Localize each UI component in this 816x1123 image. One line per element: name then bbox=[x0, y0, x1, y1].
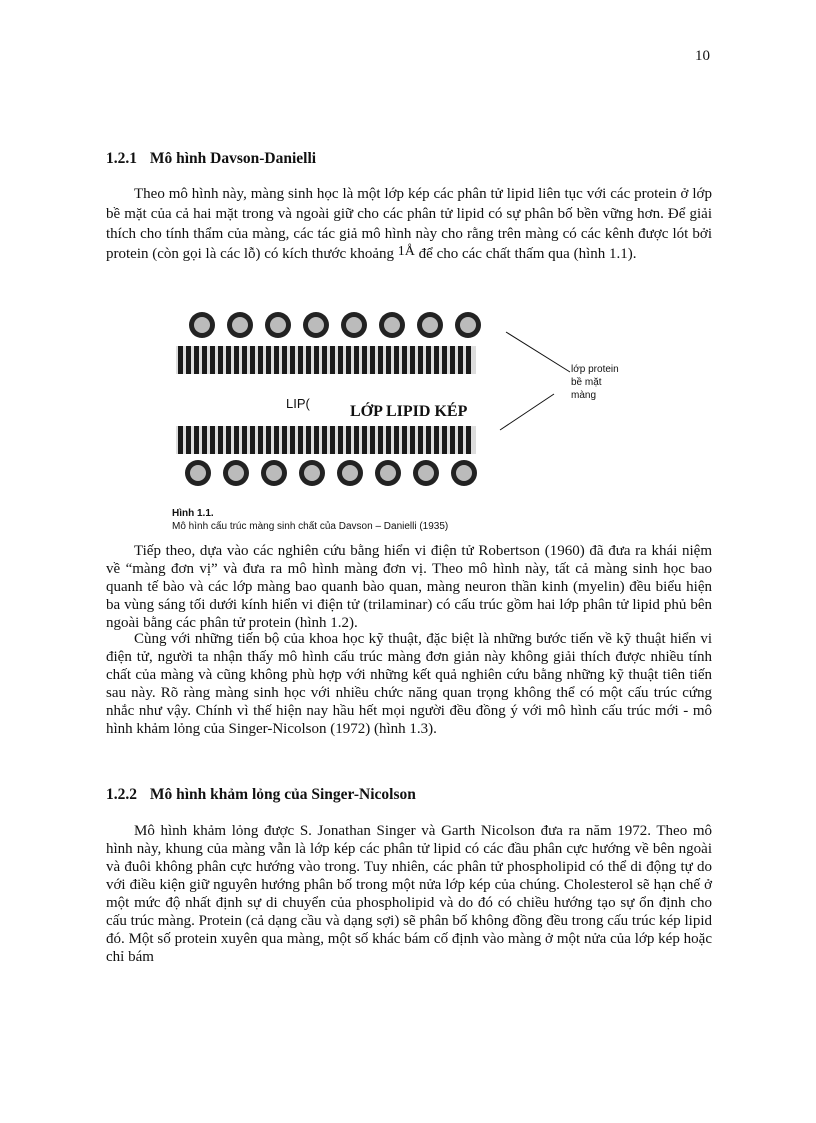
lipid-molecule bbox=[186, 426, 191, 454]
lipid-molecule bbox=[266, 426, 271, 454]
lipid-molecule bbox=[314, 346, 319, 374]
lipid-molecule bbox=[410, 426, 415, 454]
bottom-protein-row bbox=[185, 460, 477, 486]
section-number: 1.2.2 bbox=[106, 786, 137, 803]
lipid-molecule bbox=[242, 346, 247, 374]
label-lipid-bilayer: LỚP LIPID KÉP bbox=[350, 403, 468, 420]
lipid-molecule bbox=[370, 346, 375, 374]
lipid-molecule bbox=[290, 346, 295, 374]
protein-globule-core bbox=[304, 465, 320, 481]
pointer-line-upper bbox=[506, 332, 570, 372]
protein-globule-core bbox=[380, 465, 396, 481]
lipid-molecule bbox=[450, 346, 455, 374]
lipid-molecule bbox=[354, 346, 359, 374]
lipid-molecule bbox=[338, 346, 343, 374]
section-heading-1-2-1 bbox=[106, 150, 316, 168]
protein-globule-core bbox=[308, 317, 324, 333]
lipid-molecule bbox=[306, 426, 311, 454]
top-protein-row bbox=[189, 312, 481, 338]
lipid-molecule bbox=[218, 426, 223, 454]
lipid-molecule bbox=[250, 426, 255, 454]
lipid-molecule bbox=[426, 346, 431, 374]
lipid-molecule bbox=[234, 346, 239, 374]
section-title: Mô hình khảm lỏng của Singer-Nicolson bbox=[149, 786, 416, 803]
lipid-molecule bbox=[402, 426, 407, 454]
paragraph-singer-nicolson: Mô hình khảm lỏng được S. Jonathan Singer và Garth Nicolson đưa ra năm 1972. Theo mô hình này, khung của màng vẫn là lớp kép các phân tử lipid có các đầu phân cực hướng về bên ngoài và đuôi không phân cực hướng vào trong. Tuy nhiên, các phân tử phospholipid có thể di động tự do với điều kiện giữ nguyên hướng phân bố trong một nửa lớp kép của chúng. Cholesterol sẽ hạn chế ở một mức độ nhất định sự di chuyển của phospholipid và do đó có chiều hướng tạo sự ổn định cho cấu trúc màng. Protein (cả dạng cầu và dạng sợi) sẽ phân bố không đồng đều trong cấu trúc kép lipid đó. Một số protein xuyên qua màng, một số khác bám cố định vào màng ở một nửa của lớp kép hoặc chỉ bám bbox=[106, 823, 712, 965]
lipid-molecule bbox=[346, 426, 351, 454]
lipid-molecule bbox=[178, 346, 183, 374]
lipid-molecule bbox=[362, 346, 367, 374]
lipid-molecule bbox=[322, 426, 327, 454]
lipid-molecule bbox=[434, 426, 439, 454]
protein-globule-core bbox=[418, 465, 434, 481]
lipid-molecule bbox=[386, 426, 391, 454]
protein-globule-core bbox=[270, 317, 286, 333]
protein-globule-core bbox=[384, 317, 400, 333]
lipid-molecule bbox=[338, 426, 343, 454]
lipid-molecule bbox=[370, 426, 375, 454]
lipid-molecule bbox=[274, 426, 279, 454]
angstrom-unit: 1Å bbox=[397, 244, 415, 259]
section-title: Mô hình Davson-Danielli bbox=[149, 150, 317, 167]
lipid-molecule bbox=[466, 426, 471, 454]
lipid-molecule bbox=[186, 346, 191, 374]
lipid-molecule bbox=[418, 426, 423, 454]
lipid-molecule bbox=[242, 426, 247, 454]
lipid-molecule bbox=[226, 426, 231, 454]
lipid-molecule bbox=[298, 426, 303, 454]
section-heading-1-2-2 bbox=[106, 786, 416, 804]
lipid-molecule bbox=[322, 346, 327, 374]
bottom-lipid-heads bbox=[176, 426, 476, 454]
lipid-molecule bbox=[394, 426, 399, 454]
lipid-molecule bbox=[194, 426, 199, 454]
lipid-molecule bbox=[194, 346, 199, 374]
lipid-molecule bbox=[386, 346, 391, 374]
caption-text: Mô hình cấu trúc màng sinh chất của Davson – Danielli (1935) bbox=[172, 521, 449, 532]
pointer-line-lower bbox=[500, 394, 554, 430]
lipid-molecule bbox=[258, 426, 263, 454]
lipid-molecule bbox=[306, 346, 311, 374]
lipid-molecule bbox=[210, 426, 215, 454]
protein-globule-core bbox=[342, 465, 358, 481]
lipid-molecule bbox=[218, 346, 223, 374]
lipid-molecule bbox=[226, 346, 231, 374]
paragraph-progress: Cùng với những tiến bộ của khoa học kỹ thuật, đặc biệt là những bước tiến về kỹ thuật hiển vi điện tử, người ta nhận thấy mô hình cấu trúc màng đơn giản này không giải thích được nhiều tính chất của màng và cũng không phù hợp với những kết quả nghiên cứu bằng những kỹ thuật tiên tiến sau này. Rõ ràng màng sinh học với nhiều chức năng quan trọng không thể có một cấu trúc cứng nhắc như vậy. Chính vì thế hiện nay hầu hết mọi người đều đồng ý với mô hình cấu trúc mới - mô hình khảm lỏng của Singer-Nicolson (1972) (hình 1.3). bbox=[106, 631, 712, 737]
lipid-molecule bbox=[434, 346, 439, 374]
protein-globule-core bbox=[190, 465, 206, 481]
lipid-molecule bbox=[282, 426, 287, 454]
lipid-molecule bbox=[442, 426, 447, 454]
lipid-molecule bbox=[402, 346, 407, 374]
lipid-molecule bbox=[202, 426, 207, 454]
label-lipid-left: LIP( bbox=[286, 396, 310, 411]
protein-globule-core bbox=[228, 465, 244, 481]
protein-globule-core bbox=[422, 317, 438, 333]
lipid-molecule bbox=[426, 426, 431, 454]
paragraph-davson-intro: Theo mô hình này, màng sinh học là một lớp kép các phân tử lipid liên tục với các protein ở lớp bề mặt của cả hai mặt trong và ngoài giữ cho các phân tử lipid có sự phân bố bền vững hơn. Để giải thích cho tính thẩm của màng, các tác giả mô hình này cho rằng trên màng có các kênh được lót bởi protein (còn gọi là các lỗ) có kích thước khoảng 1Å để cho các chất thấm qua (hình 1.1). bbox=[106, 186, 712, 262]
section-number: 1.2.1 bbox=[106, 150, 137, 167]
lipid-molecule bbox=[202, 346, 207, 374]
top-lipid-heads bbox=[176, 346, 476, 374]
protein-globule-core bbox=[232, 317, 248, 333]
lipid-molecule bbox=[354, 426, 359, 454]
lipid-molecule bbox=[378, 346, 383, 374]
paragraph-robertson: Tiếp theo, dựa vào các nghiên cứu bằng hiển vi điện tử Robertson (1960) đã đưa ra khái niệm về “màng đơn vị” và đưa ra mô hình màng đơn vị. Theo mô hình này, tất cả màng sinh học bao quanh tế bào và các lớp màng bao quanh bào quan, màng neuron thần kinh (myelin) đều biểu hiện ba vùng sáng tối dưới kính hiển vi điện tử (trilaminar) có cấu trúc gồm hai lớp phân tử lipid phủ bên ngoài bằng các phân tử protein (hình 1.2). bbox=[106, 543, 712, 631]
lipid-molecule bbox=[258, 346, 263, 374]
figure-caption bbox=[172, 507, 448, 533]
lipid-molecule bbox=[266, 346, 271, 374]
lipid-molecule bbox=[298, 346, 303, 374]
page-number: 10 bbox=[695, 48, 710, 64]
protein-globule-core bbox=[266, 465, 282, 481]
lipid-molecule bbox=[450, 426, 455, 454]
lipid-molecule bbox=[282, 346, 287, 374]
lipid-molecule bbox=[290, 426, 295, 454]
lipid-molecule bbox=[234, 426, 239, 454]
protein-globule-core bbox=[460, 317, 476, 333]
protein-globule-core bbox=[456, 465, 472, 481]
lipid-molecule bbox=[330, 426, 335, 454]
protein-globule-core bbox=[194, 317, 210, 333]
protein-globule-core bbox=[346, 317, 362, 333]
lipid-molecule bbox=[458, 346, 463, 374]
lipid-molecule bbox=[346, 346, 351, 374]
label-protein-line3: màng bbox=[571, 390, 597, 401]
lipid-molecule bbox=[458, 426, 463, 454]
lipid-molecule bbox=[210, 346, 215, 374]
figure-davson-danielli bbox=[168, 298, 638, 500]
lipid-molecule bbox=[178, 426, 183, 454]
lipid-molecule bbox=[330, 346, 335, 374]
lipid-molecule bbox=[410, 346, 415, 374]
lipid-molecule bbox=[362, 426, 367, 454]
label-protein-line2: bề mặt bbox=[571, 377, 602, 388]
label-protein-line1: lớp protein bbox=[571, 364, 619, 375]
caption-title: Hình 1.1. bbox=[172, 508, 214, 519]
lipid-molecule bbox=[314, 426, 319, 454]
lipid-molecule bbox=[418, 346, 423, 374]
lipid-molecule bbox=[274, 346, 279, 374]
lipid-molecule bbox=[466, 346, 471, 374]
lipid-molecule bbox=[378, 426, 383, 454]
lipid-molecule bbox=[250, 346, 255, 374]
lipid-molecule bbox=[394, 346, 399, 374]
lipid-molecule bbox=[442, 346, 447, 374]
